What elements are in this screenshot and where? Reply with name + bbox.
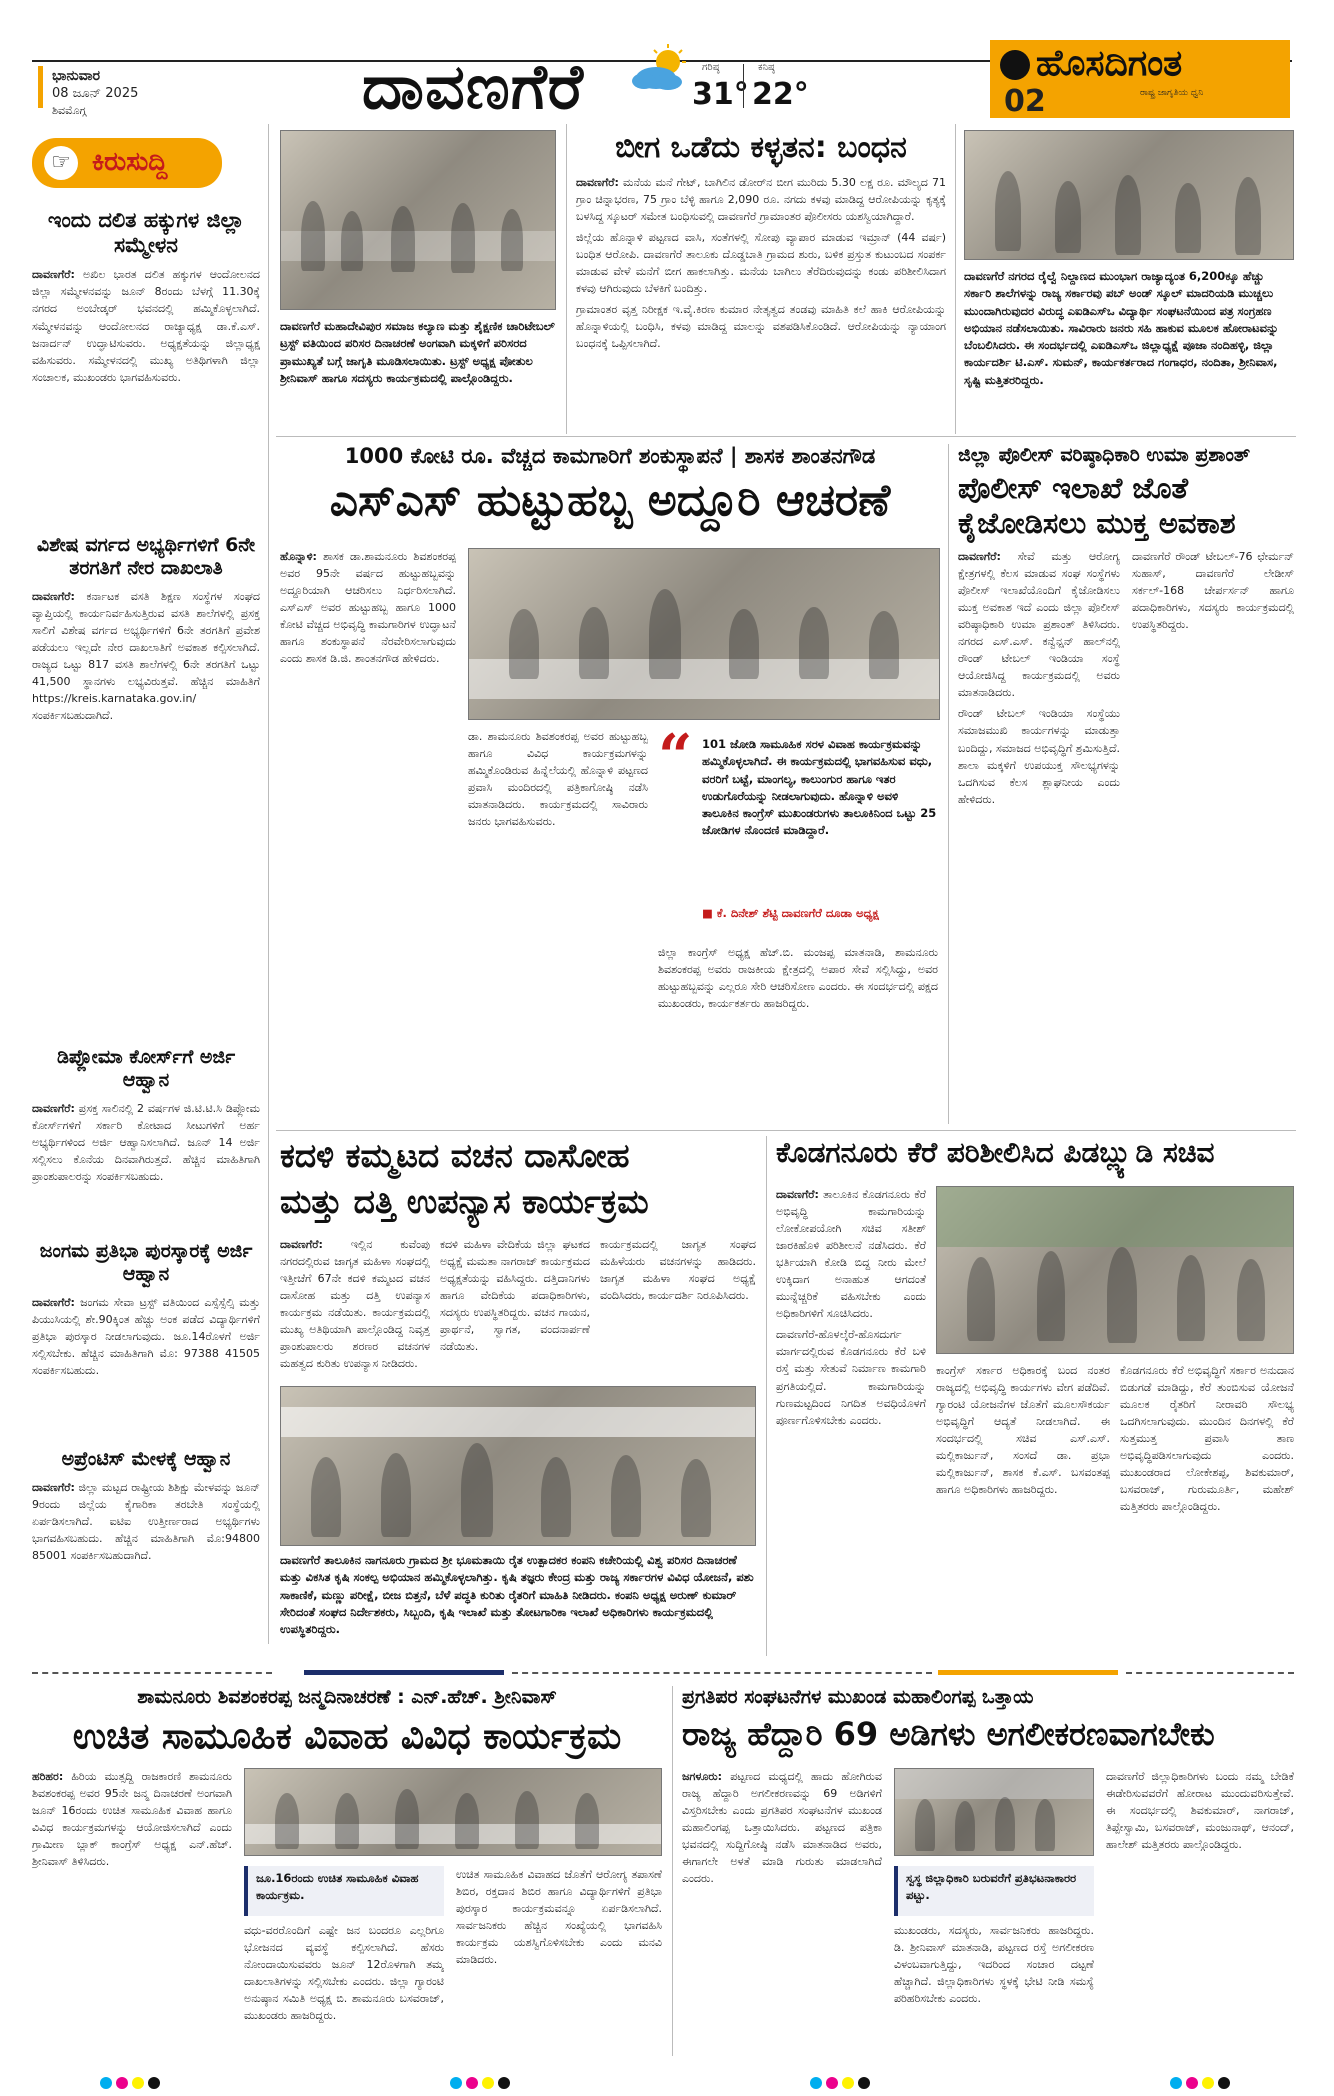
brief-body — [32, 1479, 260, 1629]
logo-emblem-icon — [1000, 50, 1030, 80]
highlight-text: ಜೂ.16ರಂದು ಉಚಿತ ಸಾಮೂಹಿಕ ವಿವಾಹ ಕಾರ್ಯಕ್ರಮ. — [256, 1871, 419, 1903]
article-dateline: ಹರಿಹರ: — [32, 1770, 64, 1783]
article-body-right — [1132, 548, 1294, 1118]
article-kodaganur — [776, 1136, 1294, 1656]
article-paragraph: ರೌಂಡ್ ಟೇಬಲ್ ಇಂಡಿಯಾ ಸಂಸ್ಥೆಯು ಸಮಾಜಮುಖಿ ಕಾರ್ಯಗಳನ್ನು ಮಾಡುತ್ತಾ ಬಂದಿದ್ದು, ಸಮಾಜದ ಅಭಿವೃದ್ಧಿಗೆ ಶ್ರಮಿಸುತ್ತಿದೆ. ಶಾಲಾ ಮಕ್ಕಳಿಗೆ ಉಪಯುಕ್ತ ಸೌಲಭ್ಯಗಳನ್ನು ಒದಗಿಸುವ ಕೆಲಸ ಶ್ಲಾಘನೀಯ ಎಂದು ಹೇಳಿದರು. — [958, 707, 1120, 806]
article-dateline: ಜಗಳೂರು: — [682, 1770, 723, 1783]
article-paragraph: ಜಿಲ್ಲೆಯ ಹೊನ್ನಾಳಿ ಪಟ್ಟಣದ ವಾಸಿ, ಸಂತೆಗಳಲ್ಲಿ ಸೋಪು ವ್ಯಾಪಾರ ಮಾಡುವ ಇಮ್ರಾನ್ (44 ವರ್ಷ) ಬಂಧಿತ ಆರೋಪಿ. ದಾವಣಗೆರೆ ತಾಲೂಕು ದೊಡ್ಡಬಾತಿ ಗ್ರಾಮದ ಶುರು, ಬಳಿಕ ಪ್ರಸ್ತುತ ಕುಟುಂಬದ ಸಂಪರ್ಕ ಮಾಡುವ ವೇಳೆ ಮನೆಗೆ ಬೀಗ ಹಾಕಲಾಗಿತ್ತು. ಮನೆಯ ಬಾಗಿಲು ತೆರೆದಿರುವುದನ್ನು ಕಂಡು ಪರಿಶೀಲಿಸಿದಾಗ ಕಳವು ಆಗಿರುವುದು ಬೆಳಕಿಗೆ ಬಂದಿತ್ತು. — [576, 231, 946, 296]
logo-tagline: ರಾಷ್ಟ್ರ ಜಾಗೃತಿಯ ಧ್ವನಿ — [1140, 88, 1204, 98]
article-paragraph: ದಾವಣಗೆರೆ ರೌಂಡ್ ಟೇಬಲ್-76 ಛೇರ್ಮನ್ ಸುಹಾಸ್, ದಾವಣಗೆರೆ ಲೇಡೀಸ್ ಸರ್ಕಲ್-168 ಚೇರ್ಪರ್ಸನ್ ಹಾಗೂ ಪದಾಧಿಕಾರಿಗಳು, ಸದಸ್ಯರು ಕಾರ್ಯಕ್ರಮದಲ್ಲಿ ಉಪಸ್ಥಿತರಿದ್ದರು. — [1132, 550, 1294, 632]
logo-text: ಹೊಸದಿಗಂತ — [1036, 42, 1183, 84]
brief-dateline: ದಾವಣಗೆರೆ: — [32, 1480, 75, 1494]
brief-headline: ವಿಶೇಷ ವರ್ಗದ ಅಭ್ಯರ್ಥಿಗಳಿಗೆ 6ನೇ ತರಗತಿಗೆ ನೇರ ದಾಖಲಾತಿ — [36, 534, 256, 579]
rule-below-ss — [276, 1130, 1296, 1131]
logo-box — [990, 40, 1290, 118]
article-kicker: 1000 ಕೋಟಿ ರೂ. ವೆಚ್ಚದ ಕಾಮಗಾರಿಗೆ ಶಂಕುಸ್ಥಾಪನೆ | ಶಾಸಕ ಶಾಂತನಗೌಡ — [344, 444, 876, 468]
article-body-right — [1106, 1768, 1294, 2050]
article-paragraph: ಉಚಿತ ಸಾಮೂಹಿಕ ವಿವಾಹದ ಜೊತೆಗೆ ಆರೋಗ್ಯ ತಪಾಸಣೆ ಶಿಬಿರ, ರಕ್ತದಾನ ಶಿಬಿರ ಹಾಗೂ ವಿದ್ಯಾರ್ಥಿಗಳಿಗೆ ಪ್ರತಿಭಾ ಪುರಸ್ಕಾರ ಕಾರ್ಯಕ್ರಮವನ್ನೂ ಏರ್ಪಡಿಸಲಾಗಿದೆ. ಸಾರ್ವಜನಿಕರು ಹೆಚ್ಚಿನ ಸಂಖ್ಯೆಯಲ್ಲಿ ಭಾಗವಹಿಸಿ ಕಾರ್ಯಕ್ರಮ ಯಶಸ್ವಿಗೊಳಿಸಬೇಕು ಎಂದು ಮನವಿ ಮಾಡಿದರು. — [456, 1868, 662, 1967]
article-headline: ಎಸ್‌ಎಸ್ ಹುಟ್ಟುಹಬ್ಬ ಅದ್ದೂರಿ ಆಚರಣೆ — [329, 475, 891, 527]
article-body-left — [958, 548, 1120, 1118]
brief-body — [32, 1294, 260, 1434]
photo-caption: ದಾವಣಗೆರೆ ನಗರದ ರೈಲ್ವೆ ನಿಲ್ದಾಣದ ಮುಂಭಾಗ ರಾಜ್ಯಾದ್ಯಂತ 6,200ಕ್ಕೂ ಹೆಚ್ಚು ಸರ್ಕಾರಿ ಶಾಲೆಗಳನ್ನು ರಾಜ್ಯ ಸರ್ಕಾರವು ಪಬ್ ಅಂಡ್ ಸ್ಕೂಲ್ ಮಾದರಿಯಡಿ ಮುಚ್ಚಲು ಮುಂದಾಗಿರುವುದರ ವಿರುದ್ಧ ಎಐಡಿಎಸ್ಒ ವಿದ್ಯಾರ್ಥಿ ಸಂಘಟನೆಯಿಂದ ಪತ್ರ ಸಂಗ್ರಹಣ ಅಭಿಯಾನ ನಡೆಸಲಾಯಿತು. ಸಾವಿರಾರು ಜನರು ಸಹಿ ಹಾಕುವ ಮೂಲಕ ಹೋರಾಟವನ್ನು ಬೆಂಬಲಿಸಿದರು. ಈ ಸಂದರ್ಭದಲ್ಲಿ ಎಐಡಿಎಸ್ಒ ಜಿಲ್ಲಾಧ್ಯಕ್ಷೆ ಪೂಜಾ ನಂದಿಹಳ್ಳಿ, ಜಿಲ್ಲಾ ಕಾರ್ಯದರ್ಶಿ ಟಿ.ಎಸ್. ಸುಮನ್, ಕಾರ್ಯಕರ್ತರಾದ ಗಂಗಾಧರ, ನಂದಿತಾ, ಶ್ರೀನಿವಾಸ, ಸೃಷ್ಟಿ ಮತ್ತಿತರರಿದ್ದರು. — [964, 269, 1279, 387]
article-paragraph: ಪಟ್ಟಣದ ಮಧ್ಯದಲ್ಲಿ ಹಾದು ಹೋಗಿರುವ ರಾಜ್ಯ ಹೆದ್ದಾರಿ ಅಗಲೀಕರಣವನ್ನು 69 ಅಡಿಗಳಿಗೆ ವಿಸ್ತರಿಸಬೇಕು ಎಂದು ಪ್ರಗತಿಪರ ಸಂಘಟನೆಗಳ ಮುಖಂಡ ಮಹಾಲಿಂಗಪ್ಪ ಒತ್ತಾಯಿಸಿದರು. ಪಟ್ಟಣದ ಪತ್ರಿಕಾ ಭವನದಲ್ಲಿ ಸುದ್ದಿಗೋಷ್ಠಿ ನಡೆಸಿ ಮಾತನಾಡಿದ ಅವರು, ಈಗಾಗಲೇ ಅಳತೆ ಮಾಡಿ ಗುರುತು ಮಾಡಲಾಗಿದೆ ಎಂದರು. — [682, 1770, 882, 1886]
article-body-right — [456, 1866, 662, 2050]
brief-headline: ಅಪ್ರೆಂಟಿಸ್ ಮೇಳಕ್ಕೆ ಆಹ್ವಾನ — [61, 1448, 231, 1470]
highlight-text: ಸ್ವಸ್ಥ ಜಿಲ್ಲಾಧಿಕಾರಿ ಬರುವರೆಗೆ ಪ್ರತಿಭಟನಾಕಾರರ ಪಟ್ಟು. — [906, 1871, 1077, 1903]
article-headline: ಕೊಡಗನೂರು ಕೆರೆ ಪರಿಶೀಲಿಸಿದ ಪಿಡಬ್ಲ್ಯುಡಿ ಸಚಿವ — [776, 1136, 1215, 1169]
photo-story-nagnur — [280, 1386, 756, 1656]
brief-item — [32, 1448, 260, 1629]
brief-dateline: ದಾವಣಗೆರೆ: — [32, 589, 75, 603]
article-body-mid — [468, 728, 648, 1118]
article-ss-birthday — [280, 444, 940, 1124]
article-headline: ರಾಜ್ಯ ಹೆದ್ದಾರಿ 69 ಅಡಿಗಳು ಅಗಲೀಕರಣವಾಗಬೇಕು — [682, 1714, 1215, 1753]
rule-kadali-kodaganur — [766, 1136, 767, 1656]
article-dateline: ಹೊನ್ನಾಳಿ: — [280, 550, 317, 563]
article-paragraph: ಕಾಂಗ್ರೆಸ್ ಸರ್ಕಾರ ಅಧಿಕಾರಕ್ಕೆ ಬಂದ ನಂತರ ರಾಜ್ಯದಲ್ಲಿ ಅಭಿವೃದ್ಧಿ ಕಾರ್ಯಗಳು ವೇಗ ಪಡೆದಿವೆ. ಗ್ಯಾರಂಟಿ ಯೋಜನೆಗಳ ಜೊತೆಗೆ ಮೂಲಸೌಕರ್ಯ ಅಭಿವೃದ್ಧಿಗೆ ಆದ್ಯತೆ ನೀಡಲಾಗಿದೆ. ಈ ಸಂದರ್ಭದಲ್ಲಿ ಸಚಿವ ಎಸ್.ಎಸ್. ಮಲ್ಲಿಕಾರ್ಜುನ್, ಸಂಸದೆ ಡಾ. ಪ್ರಭಾ ಮಲ್ಲಿಕಾರ್ಜುನ್, ಶಾಸಕ ಕೆ.ಎಸ್. ಬಸವಂತಪ್ಪ ಹಾಗೂ ಅಧಿಕಾರಿಗಳು ಹಾಜರಿದ್ದರು. — [936, 1364, 1110, 1497]
article-body-left — [776, 1186, 926, 1650]
article-paragraph: ಗ್ರಾಮಾಂತರ ವೃತ್ತ ನಿರೀಕ್ಷಕ ಇ.ವೈ.ಕಿರಣ ಕುಮಾರ ನೇತೃತ್ವದ ತಂಡವು ಮಾಹಿತಿ ಕಲೆ ಹಾಕಿ ಆರೋಪಿಯನ್ನು ಹೊನ್ನಾಳಿಯಲ್ಲಿ ಬಂಧಿಸಿ, ಕಳವು ಮಾಡಿದ್ದ ಮಾಲನ್ನು ವಶಪಡಿಸಿಕೊಂಡಿದೆ. ಆರೋಪಿಯನ್ನು ನ್ಯಾಯಾಂಗ ಬಂಧನಕ್ಕೆ ಒಪ್ಪಿಸಲಾಗಿದೆ. — [576, 303, 946, 351]
kiru-hand-icon: ☞ — [44, 146, 78, 180]
quote-mark-icon: “ — [658, 722, 693, 792]
article-theft-arrest — [576, 130, 946, 430]
article-paragraph: ಕೊಡಗನೂರು ಕೆರೆ ಅಭಿವೃದ್ಧಿಗೆ ಸರ್ಕಾರ ಅನುದಾನ ಬಿಡುಗಡೆ ಮಾಡಿದ್ದು, ಕೆರೆ ತುಂಬಿಸುವ ಯೋಜನೆ ಮೂಲಕ ರೈತರಿಗೆ ನೀರಾವರಿ ಸೌಲಭ್ಯ ಒದಗಿಸಲಾಗುವುದು. ಮುಂದಿನ ದಿನಗಳಲ್ಲಿ ಕೆರೆ ಸುತ್ತಮುತ್ತ ಪ್ರವಾಸಿ ತಾಣ ಅಭಿವೃದ್ಧಿಪಡಿಸಲಾಗುವುದು ಎಂದರು. ಮುಖಂಡರಾದ ಲೋಕೇಶಪ್ಪ, ಶಿವಕುಮಾರ್, ಬಸವರಾಜ್, ಗುರುಮೂರ್ತಿ, ಮಹೇಶ್ ಮತ್ತಿತರರು ಪಾಲ್ಗೊಂಡಿದ್ದರು. — [1120, 1364, 1294, 1514]
page-number: 02 — [1004, 84, 1046, 119]
masthead-date: 08 ಜೂನ್ 2025 — [52, 86, 139, 101]
quote-box — [658, 722, 938, 934]
article-body-left — [280, 548, 456, 848]
article-paragraph: ದಾವಣಗೆರೆ ಜಿಲ್ಲಾಧಿಕಾರಿಗಳು ಬಂದು ನಮ್ಮ ಬೇಡಿಕೆ ಈಡೇರಿಸುವವರೆಗೆ ಹೋರಾಟ ಮುಂದುವರಿಸುತ್ತೇವೆ. ಈ ಸಂದರ್ಭದಲ್ಲಿ ಶಿವಕುಮಾರ್, ನಾಗರಾಜ್, ತಿಪ್ಪೇಸ್ವಾಮಿ, ಬಸವರಾಜ್, ಮಂಜುನಾಥ್, ಆನಂದ್, ಹಾಲೇಶ್ ಮತ್ತಿತರರು ಪಾಲ್ಗೊಂಡಿದ್ದರು. — [1106, 1770, 1294, 1852]
weather-min-value: 22° — [752, 77, 809, 112]
brief-body — [32, 1100, 260, 1224]
section-divider — [32, 1670, 1294, 1676]
news-photo — [936, 1186, 1294, 1354]
brief-item — [32, 1240, 260, 1434]
article-dateline: ದಾವಣಗೆರೆ: — [958, 550, 1001, 563]
rule-top-mid — [566, 124, 567, 434]
article-paragraph: ತಾಲೂಕಿನ ಕೊಡಗನೂರು ಕೆರೆ ಅಭಿವೃದ್ಧಿ ಕಾಮಗಾರಿಯನ್ನು ಲೋಕೋಪಯೋಗಿ ಸಚಿವ ಸತೀಶ್ ಜಾರಕಿಹೊಳಿ ಪರಿಶೀಲನೆ ನಡೆಸಿದರು. ಕೆರೆ ಭರ್ತಿಯಾಗಿ ಕೋಡಿ ಬಿದ್ದ ನೀರು ಮೇಲೆ ಉಕ್ಕಿದಾಗ ಅನಾಹುತ ಆಗದಂತೆ ಮುನ್ನೆಚ್ಚರಿಕೆ ವಹಿಸಬೇಕು ಎಂದು ಅಧಿಕಾರಿಗಳಿಗೆ ಸೂಚಿಸಿದರು. — [776, 1188, 926, 1321]
quote-text: 101 ಜೋಡಿ ಸಾಮೂಹಿಕ ಸರಳ ವಿವಾಹ ಕಾರ್ಯಕ್ರಮವನ್ನು ಹಮ್ಮಿಕೊಳ್ಳಲಾಗಿದೆ. ಈ ಕಾರ್ಯಕ್ರಮದಲ್ಲಿ ಭಾಗವಹಿಸುವ ವಧು, ವರರಿಗೆ ಬಟ್ಟೆ, ಮಾಂಗಲ್ಯ, ಕಾಲುಂಗುರ ಹಾಗೂ ಇತರ ಉಡುಗೊರೆಯನ್ನು ನೀಡಲಾಗುವುದು. ಹೊನ್ನಾಳಿ ಅವಳಿ ತಾಲೂಕಿನ ಕಾಂಗ್ರೆಸ್ ಮುಖಂಡರುಗಳು ತಾಲೂಕಿನಿಂದ ಒಟ್ಟು 25 ಜೋಡಿಗಳ ನೊಂದಣಿ ಮಾಡಿದ್ದಾರೆ. — [702, 737, 937, 838]
article-headline: ಪೊಲೀಸ್ ಇಲಾಖೆ ಜೊತೆ ಕೈಜೋಡಿಸಲು ಮುಕ್ತ ಅವಕಾಶ — [958, 470, 1236, 540]
article-headline: ಬೀಗ ಒಡೆದು ಕಳ್ಳತನ: ಬಂಧನ — [615, 130, 907, 165]
article-paragraph: ಡಾ. ಶಾಮನೂರು ಶಿವಶಂಕರಪ್ಪ ಅವರ ಹುಟ್ಟುಹಬ್ಬ ಹಾಗೂ ವಿವಿಧ ಕಾರ್ಯಕ್ರಮಗಳನ್ನು ಹಮ್ಮಿಕೊಂಡಿರುವ ಹಿನ್ನೆಲೆಯಲ್ಲಿ ಹೊನ್ನಾಳಿ ಪಟ್ಟಣದ ಪ್ರವಾಸಿ ಮಂದಿರದಲ್ಲಿ ಪತ್ರಿಕಾಗೋಷ್ಠಿ ನಡೆಸಿ ಮಾತನಾಡಿದರು. ಕಾರ್ಯಕ್ರಮದಲ್ಲಿ ಸಾವಿರಾರು ಜನರು ಭಾಗವಹಿಸುವರು. — [468, 730, 648, 829]
article-paragraph: ಹಿರಿಯ ಮುತ್ಸದ್ದಿ ರಾಜಕಾರಣಿ ಶಾಮನೂರು ಶಿವಶಂಕರಪ್ಪ ಅವರ 95ನೇ ಜನ್ಮ ದಿನಾಚರಣೆ ಅಂಗವಾಗಿ ಜೂನ್ 16ರಂದು ಉಚಿತ ಸಾಮೂಹಿಕ ವಿವಾಹ ಹಾಗೂ ವಿವಿಧ ಕಾರ್ಯಕ್ರಮಗಳನ್ನು ಆಯೋಜಿಸಲಾಗಿದೆ ಎಂದು ಗ್ರಾಮೀಣ ಬ್ಲಾಕ್ ಕಾಂಗ್ರೆಸ್ ಅಧ್ಯಕ್ಷ ಎನ್.ಹೆಚ್. ಶ್ರೀನಿವಾಸ್ ತಿಳಿಸಿದರು. — [32, 1770, 232, 1869]
brief-item — [32, 1046, 260, 1224]
article-body-right — [1120, 1362, 1294, 1650]
article-kicker: ಜಿಲ್ಲಾ ಪೊಲೀಸ್ ವರಿಷ್ಠಾಧಿಕಾರಿ ಉಮಾ ಪ್ರಶಾಂತ್ — [958, 444, 1251, 466]
brief-text: ಜಿಲ್ಲಾ ಮಟ್ಟದ ರಾಷ್ಟ್ರೀಯ ಶಿಶಿಕ್ಷು ಮೇಳವನ್ನು ಜೂನ್ 9ರಂದು ಜಿಲ್ಲೆಯ ಕೈಗಾರಿಕಾ ತರಬೇತಿ ಸಂಸ್ಥೆಯಲ್ಲಿ ಏರ್ಪಡಿಸಲಾಗಿದೆ. ಐಟಿಐ ಉತ್ತೀರ್ಣರಾದ ಅಭ್ಯರ್ಥಿಗಳು ಭಾಗವಹಿಸಬಹುದು. ಹೆಚ್ಚಿನ ಮಾಹಿತಿಗಾಗಿ ಮೊ:94800 85001 ಸಂಪರ್ಕಿಸಬಹುದಾಗಿದೆ. — [32, 1480, 260, 1562]
news-photo — [468, 548, 940, 720]
print-registration-marks — [810, 2074, 874, 2093]
article-highway — [682, 1686, 1294, 2056]
article-paragraph: ಜಿಲ್ಲಾ ಕಾಂಗ್ರೆಸ್ ಅಧ್ಯಕ್ಷ ಹೆಚ್.ಬಿ. ಮಂಜಪ್ಪ ಮಾತನಾಡಿ, ಶಾಮನೂರು ಶಿವಶಂಕರಪ್ಪ ಅವರು ರಾಜಕೀಯ ಕ್ಷೇತ್ರದಲ್ಲಿ ಅಪಾರ ಸೇವೆ ಸಲ್ಲಿಸಿದ್ದು, ಅವರ ಹುಟ್ಟುಹಬ್ಬವನ್ನು ಎಲ್ಲರೂ ಸೇರಿ ಆಚರಿಸೋಣ ಎಂದರು. ಈ ಸಂದರ್ಭದಲ್ಲಿ ಪಕ್ಷದ ಮುಖಂಡರು, ಕಾರ್ಯಕರ್ತರು ಹಾಜರಿದ್ದರು. — [658, 946, 938, 1011]
weather-divider — [743, 64, 744, 108]
news-photo — [280, 1386, 756, 1546]
article-paragraph: ಇಲ್ಲಿನ ಕುವೆಂಪು ನಗರದಲ್ಲಿರುವ ಜಾಗೃತ ಮಹಿಳಾ ಸಂಘದಲ್ಲಿ ಇತ್ತೀಚೆಗೆ 67ನೇ ಕದಳಿ ಕಮ್ಮಟದ ವಚನ ದಾಸೋಹ ಮತ್ತು ದತ್ತಿ ಉಪನ್ಯಾಸ ಕಾರ್ಯಕ್ರಮ ನಡೆಯಿತು. ಕಾರ್ಯಕ್ರಮದಲ್ಲಿ ಮುಖ್ಯ ಅತಿಥಿಯಾಗಿ ಪಾಲ್ಗೊಂಡಿದ್ದ ನಿವೃತ್ತ ಪ್ರಾಂಶುಪಾಲರು ಶರಣರ ವಚನಗಳ ಮಹತ್ವದ ಕುರಿತು ಉಪನ್ಯಾಸ ನೀಡಿದರು. — [280, 1238, 430, 1371]
rule-top-right — [955, 124, 956, 434]
news-photo — [280, 130, 556, 310]
print-registration-marks — [450, 2074, 514, 2093]
news-photo — [964, 130, 1294, 260]
photo-caption: ದಾವಣಗೆರೆ ತಾಲೂಕಿನ ನಾಗನೂರು ಗ್ರಾಮದ ಶ್ರೀ ಭೂಮತಾಯಿ ರೈತ ಉತ್ಪಾದಕರ ಕಂಪನಿ ಕಚೇರಿಯಲ್ಲಿ ವಿಶ್ವ ಪರಿಸರ ದಿನಾಚರಣೆ ಮತ್ತು ವಿಕಸಿತ ಕೃಷಿ ಸಂಕಲ್ಪ ಅಭಿಯಾನ ಹಮ್ಮಿಕೊಳ್ಳಲಾಗಿತ್ತು. ಕೃಷಿ ತಜ್ಞರು ಕೇಂದ್ರ ಮತ್ತು ರಾಜ್ಯ ಸರ್ಕಾರಗಳ ವಿವಿಧ ಯೋಜನೆ, ಪಶು ಸಾಕಾಣಿಕೆ, ಮಣ್ಣು ಪರೀಕ್ಷೆ, ಬೀಜ ಬಿತ್ತನೆ, ಬೆಳೆ ಪದ್ಧತಿ ಕುರಿತು ರೈತರಿಗೆ ಮಾಹಿತಿ ನೀಡಿದರು. ಕಂಪನಿ ಅಧ್ಯಕ್ಷ ಅರುಣ್ ಕುಮಾರ್ ಸೇರಿದಂತೆ ಸಂಘದ ನಿರ್ದೇಶಕರು, ಸಿಬ್ಬಂದಿ, ಕೃಷಿ ಇಲಾಖೆ ಮತ್ತು ತೋಟಗಾರಿಕಾ ಇಲಾಖೆ ಅಧಿಕಾರಿಗಳು ಕಾರ್ಯಕ್ರಮದಲ್ಲಿ ಉಪಸ್ಥಿತರಿದ್ದರು. — [280, 1553, 754, 1636]
rule-below-top — [276, 436, 1296, 437]
article-kicker: ಪ್ರಗತಿಪರ ಸಂಘಟನೆಗಳ ಮುಖಂಡ ಮಹಾಲಿಂಗಪ್ಪ ಒತ್ತಾಯ — [682, 1686, 1034, 1708]
brief-text: ಕರ್ನಾಟಕ ವಸತಿ ಶಿಕ್ಷಣ ಸಂಸ್ಥೆಗಳ ಸಂಘದ ವ್ಯಾಪ್ತಿಯಲ್ಲಿ ಕಾರ್ಯನಿರ್ವಹಿಸುತ್ತಿರುವ ವಸತಿ ಶಾಲೆಗಳಲ್ಲಿ ಪ್ರಸಕ್ತ ಸಾಲಿಗೆ ವಿಶೇಷ ವರ್ಗದ ಅಭ್ಯರ್ಥಿಗಳಿಗೆ 6ನೇ ತರಗತಿಗೆ ಪ್ರವೇಶ ಪಡೆಯಲು ಇಲ್ಲದೇ ನೇರ ದಾಖಲಾತಿಗೆ ಅವಕಾಶ ಕಲ್ಪಿಸಲಾಗಿದೆ. ರಾಜ್ಯದ ಒಟ್ಟು 817 ವಸತಿ ಶಾಲೆಗಳಲ್ಲಿ 6ನೇ ತರಗತಿಗೆ ಒಟ್ಟು 41,500 ಸ್ಥಾನಗಳು ಲಭ್ಯವಿರುತ್ತವೆ. ಹೆಚ್ಚಿನ ಮಾಹಿತಿಗೆ https://kreis.karnataka.gov.in/ ಸಂಪರ್ಕಿಸಬಹುದಾಗಿದೆ. — [32, 589, 260, 722]
masthead-left-bar — [38, 66, 43, 108]
article-paragraph: ಕದಳಿ ಮಹಿಳಾ ವೇದಿಕೆಯ ಜಿಲ್ಲಾ ಘಟಕದ ಅಧ್ಯಕ್ಷೆ ಮಮತಾ ನಾಗರಾಜ್ ಕಾರ್ಯಕ್ರಮದ ಅಧ್ಯಕ್ಷತೆಯನ್ನು ವಹಿಸಿದ್ದರು. ದತ್ತಿದಾನಿಗಳು ಹಾಗೂ ವೇದಿಕೆಯ ಪದಾಧಿಕಾರಿಗಳು, ಸದಸ್ಯರು ಉಪಸ್ಥಿತರಿದ್ದರು. ವಚನ ಗಾಯನ, ಪ್ರಾರ್ಥನೆ, ಸ್ವಾಗತ, ವಂದನಾರ್ಪಣೆ ನಡೆಯಿತು. — [440, 1238, 590, 1354]
article-dateline: ದಾವಣಗೆರೆ: — [776, 1188, 819, 1201]
article-paragraph: ಶಾಸಕ ಡಾ.ಶಾಮನೂರು ಶಿವಶಂಕರಪ್ಪ ಅವರ 95ನೇ ವರ್ಷದ ಹುಟ್ಟುಹಬ್ಬವನ್ನು ಅದ್ದೂರಿಯಾಗಿ ಆಚರಿಸಲು ನಿರ್ಧರಿಸಲಾಗಿದೆ. ಎಸ್‌ಎಸ್ ಅವರ ಹುಟ್ಟುಹಬ್ಬ ಹಾಗೂ 1000 ಕೋಟಿ ವೆಚ್ಚದ ಅಭಿವೃದ್ಧಿ ಕಾಮಗಾರಿಗಳ ಉದ್ಘಾಟನೆ ಹಾಗೂ ಶಂಕುಸ್ಥಾಪನೆ ನೆರವೇರಿಸಲಾಗುವುದು ಎಂದು ಶಾಸಕ ಡಿ.ಜಿ. ಶಾಂತನಗೌಡ ಹೇಳಿದರು. — [280, 550, 456, 666]
kiru-suddi-column — [32, 130, 260, 1650]
article-headline-line1: ಕದಳಿ ಕಮ್ಮಟದ ವಚನ ದಾಸೋಹ — [280, 1136, 630, 1175]
brief-text: ಪ್ರಸಕ್ತ ಸಾಲಿನಲ್ಲಿ 2 ವರ್ಷಗಳ ಜಿ.ಟಿ.ಟಿ.ಸಿ ಡಿಪ್ಲೋಮ ಕೋರ್ಸ್‌ಗಳಿಗೆ ಸರ್ಕಾರಿ ಕೋಟಾದ ಸೀಟುಗಳಿಗೆ ಅರ್ಹ ಅಭ್ಯರ್ಥಿಗಳಿಂದ ಅರ್ಜಿ ಆಹ್ವಾನಿಸಲಾಗಿದೆ. ಜೂನ್ 14 ಅರ್ಜಿ ಸಲ್ಲಿಸಲು ಕೊನೆಯ ದಿನವಾಗಿರುತ್ತದೆ. ಹೆಚ್ಚಿನ ಮಾಹಿತಿಗಾಗಿ ಪ್ರಾಂಶುಪಾಲರನ್ನು ಸಂಪರ್ಕಿಸಬಹುದು. — [32, 1101, 260, 1183]
photo-story-environment — [280, 130, 556, 430]
article-body-mid — [894, 1922, 1094, 2050]
brief-body — [32, 266, 260, 452]
photo-story-aidso — [964, 130, 1294, 430]
article-body-mid — [936, 1362, 1110, 1650]
article-mass-wedding — [32, 1686, 662, 2056]
brief-dateline: ದಾವಣಗೆರೆ: — [32, 1295, 75, 1309]
article-body-right — [658, 944, 938, 1114]
print-registration-marks — [1170, 2074, 1234, 2093]
rule-bottom-mid — [672, 1686, 673, 2056]
quote-attribution: ■ ಕೆ. ದಿನೇಶ್ ಶೆಟ್ಟಿ ದಾವಣಗೆರೆ ದೂಡಾ ಅಧ್ಯಕ್ಷ — [702, 906, 879, 920]
masthead-city: ಶಿವಮೊಗ್ಗ — [52, 104, 87, 117]
article-paragraph: ವಧು-ವರರೊಂದಿಗೆ ಎಷ್ಟೇ ಜನ ಬಂದರೂ ಎಲ್ಲರಿಗೂ ಭೋಜನದ ವ್ಯವಸ್ಥೆ ಕಲ್ಪಿಸಲಾಗಿದೆ. ಹೆಸರು ನೋಂದಾಯಿಸುವವರು ಜೂನ್ 12ರೊಳಗಾಗಿ ತಮ್ಮ ದಾಖಲಾತಿಗಳನ್ನು ಸಲ್ಲಿಸಬೇಕು ಎಂದರು. ಜಿಲ್ಲಾ ಗ್ಯಾರಂಟಿ ಅನುಷ್ಠಾನ ಸಮಿತಿ ಅಧ್ಯಕ್ಷ ಬಿ. ಶಾಮನೂರು ಬಸವರಾಜ್, ಮುಖಂಡರು ಹಾಜರಿದ್ದರು. — [244, 1924, 444, 2023]
weather-max-value: 31° — [692, 77, 749, 112]
news-photo — [894, 1768, 1094, 1856]
article-headline-line2: ಮತ್ತು ದತ್ತಿ ಉಪನ್ಯಾಸ ಕಾರ್ಯಕ್ರಮ — [280, 1181, 649, 1221]
article-dateline: ದಾವಣಗೆರೆ: — [280, 1238, 323, 1251]
print-registration-marks — [100, 2074, 164, 2093]
brief-item — [32, 534, 260, 996]
brief-headline: ಇಂದು ದಲಿತ ಹಕ್ಕುಗಳ ಜಿಲ್ಲಾ ಸಮ್ಮೇಳನ — [47, 208, 245, 258]
photo-caption: ದಾವಣಗೆರೆ ಮಹಾದೇವಿಪುರ ಸಮಾಜ ಕಲ್ಯಾಣ ಮತ್ತು ಶೈಕ್ಷಣಿಕ ಚಾರಿಟೇಬಲ್ ಟ್ರಸ್ಟ್ ವತಿಯಿಂದ ಪರಿಸರ ದಿನಾಚರಣೆ ಅಂಗವಾಗಿ ಮಕ್ಕಳಿಗೆ ಪರಿಸರದ ಪ್ರಾಮುಖ್ಯತೆ ಬಗ್ಗೆ ಜಾಗೃತಿ ಮೂಡಿಸಲಾಯಿತು. ಟ್ರಸ್ಟ್ ಅಧ್ಯಕ್ಷ ಪೋತುಲ ಶ್ರೀನಿವಾಸ್ ಹಾಗೂ ಸದಸ್ಯರು ಕಾರ್ಯಕ್ರಮದಲ್ಲಿ ಪಾಲ್ಗೊಂಡಿದ್ದರು. — [280, 319, 555, 385]
article-police — [958, 444, 1294, 1124]
weather-icon — [630, 44, 690, 94]
brief-item — [32, 208, 260, 452]
brief-dateline: ದಾವಣಗೆರೆ: — [32, 1101, 75, 1115]
brief-headline: ಡಿಪ್ಲೋಮಾ ಕೋರ್ಸ್‌ಗೆ ಅರ್ಜಿ ಆಹ್ವಾನ — [56, 1046, 236, 1091]
masthead-day: ಭಾನುವಾರ — [52, 68, 101, 84]
article-paragraph: ಕಾರ್ಯಕ್ರಮದಲ್ಲಿ ಜಾಗೃತ ಸಂಘದ ಮಹಿಳೆಯರು ವಚನಗಳನ್ನು ಹಾಡಿದರು. ಜಾಗೃತ ಮಹಿಳಾ ಸಂಘದ ಅಧ್ಯಕ್ಷೆ ವಂದಿಸಿದರು, ಕಾರ್ಯದರ್ಶಿ ನಿರೂಪಿಸಿದರು. — [600, 1238, 756, 1303]
brief-text: ಅಖಿಲ ಭಾರತ ದಲಿತ ಹಕ್ಕುಗಳ ಆಂದೋಲನದ ಜಿಲ್ಲಾ ಸಮ್ಮೇಳನವನ್ನು ಜೂನ್ 8ರಂದು ಬೆಳಗ್ಗೆ 11.30ಕ್ಕೆ ನಗರದ ಅಂಬೇಡ್ಕರ್ ಭವನದಲ್ಲಿ ಹಮ್ಮಿಕೊಳ್ಳಲಾಗಿದೆ. ಸಮ್ಮೇಳನವನ್ನು ಆಂದೋಲನದ ರಾಜ್ಯಾಧ್ಯಕ್ಷ ಡಾ.ಕೆ.ಎಸ್. ಜನಾರ್ದನ್ ಉದ್ಘಾಟಿಸುವರು. ಅಧ್ಯಕ್ಷತೆಯನ್ನು ಜಿಲ್ಲಾಧ್ಯಕ್ಷ ವಹಿಸುವರು. ಸಮ್ಮೇಳನದಲ್ಲಿ ಮುಖ್ಯ ಅತಿಥಿಗಳಾಗಿ ಜಿಲ್ಲಾ ಸಂಚಾಲಕ, ಮುಖಂಡರು ಭಾಗವಹಿಸುವರು. — [32, 268, 260, 384]
masthead-title: ದಾವಣಗೆರೆ — [362, 50, 585, 123]
weather-max-label: ಗರಿಷ್ಠ — [702, 62, 720, 73]
article-paragraph: ಮುಖಂಡರು, ಸದಸ್ಯರು, ಸಾರ್ವಜನಿಕರು ಹಾಜರಿದ್ದರು. ಡಿ. ಶ್ರೀನಿವಾಸ್ ಮಾತನಾಡಿ, ಪಟ್ಟಣದ ರಸ್ತೆ ಅಗಲೀಕರಣ ವಿಳಂಬವಾಗುತ್ತಿದ್ದು, ಇದರಿಂದ ಸಂಚಾರ ದಟ್ಟಣೆ ಹೆಚ್ಚಾಗಿದೆ. ಜಿಲ್ಲಾಧಿಕಾರಿಗಳು ಸ್ಥಳಕ್ಕೆ ಭೇಟಿ ನೀಡಿ ಸಮಸ್ಯೆ ಪರಿಹರಿಸಬೇಕು ಎಂದರು. — [894, 1924, 1094, 2006]
article-paragraph: ಮನೆಯ ಮನೆ ಗೇಟ್, ಬಾಗಿಲಿನ ಡೋರ್‌ನ ಬೀಗ ಮುರಿದು 5.30 ಲಕ್ಷ ರೂ. ಮೌಲ್ಯದ 71 ಗ್ರಾಂ ಚಿನ್ನಾಭರಣ, 75 ಗ್ರಾಂ ಬೆಳ್ಳಿ ಹಾಗೂ 2,090 ರೂ. ನಗದು ಕಳವು ಮಾಡಿದ್ದ ಆರೋಪಿಯನ್ನು ಕೃತ್ಯಕ್ಕೆ ಬಳಸಿದ್ದ ಸ್ಕೂಟರ್ ಸಮೇತ ಬಂಧಿಸುವಲ್ಲಿ ದಾವಣಗೆರೆ ಗ್ರಾಮಾಂತರ ಪೊಲೀಸರು ಯಶಸ್ವಿಯಾಗಿದ್ದಾರೆ. — [576, 176, 946, 224]
article-body-mid — [244, 1922, 444, 2050]
highlight-box — [244, 1866, 444, 1916]
brief-dateline: ದಾವಣಗೆರೆ: — [32, 268, 75, 282]
kiru-suddi-label: ಕಿರುಸುದ್ದಿ — [92, 147, 168, 177]
article-dateline: ದಾವಣಗೆರೆ: — [576, 176, 619, 189]
article-headline: ಉಚಿತ ಸಾಮೂಹಿಕ ವಿವಾಹ ವಿವಿಧ ಕಾರ್ಯಕ್ರಮ — [72, 1715, 622, 1757]
brief-text: ಜಂಗಮ ಸೇವಾ ಟ್ರಸ್ಟ್ ವತಿಯಿಂದ ಎಸ್ಸೆಸ್ಸೆಲ್ಸಿ ಮತ್ತು ಪಿಯುಸಿಯಲ್ಲಿ ಶೇ.90ಕ್ಕಿಂತ ಹೆಚ್ಚು ಅಂಕ ಪಡೆದ ವಿದ್ಯಾರ್ಥಿಗಳಿಗೆ ಪ್ರತಿಭಾ ಪುರಸ್ಕಾರ ನೀಡಲಾಗುವುದು. ಜೂ.14ರೊಳಗೆ ಅರ್ಜಿ ಸಲ್ಲಿಸಬೇಕು. ಹೆಚ್ಚಿನ ಮಾಹಿತಿಗಾಗಿ ಮೊ: 97388 41505 ಸಂಪರ್ಕಿಸಬಹುದು. — [32, 1295, 260, 1377]
masthead — [0, 0, 1334, 123]
news-photo — [244, 1768, 662, 1856]
weather-min-label: ಕನಿಷ್ಠ — [758, 62, 775, 73]
article-body-left — [32, 1768, 232, 2050]
kiru-suddi-badge — [32, 138, 222, 188]
article-paragraph: ಸೇವೆ ಮತ್ತು ಆರೋಗ್ಯ ಕ್ಷೇತ್ರಗಳಲ್ಲಿ ಕೆಲಸ ಮಾಡುವ ಸಂಘ ಸಂಸ್ಥೆಗಳು ಪೊಲೀಸ್ ಇಲಾಖೆಯೊಂದಿಗೆ ಕೈಜೋಡಿಸಲು ಮುಕ್ತ ಅವಕಾಶ ಇದೆ ಎಂದು ಜಿಲ್ಲಾ ಪೊಲೀಸ್ ವರಿಷ್ಠಾಧಿಕಾರಿ ಉಮಾ ಪ್ರಶಾಂತ್ ತಿಳಿಸಿದರು. ನಗರದ ಎಸ್.ಎಸ್. ಕನ್ವೆನ್ಷನ್ ಹಾಲ್‌ನಲ್ಲಿ ರೌಂಡ್ ಟೇಬಲ್ ಇಂಡಿಯಾ ಸಂಸ್ಥೆ ಆಯೋಜಿಸಿದ್ದ ಕಾರ್ಯಕ್ರಮದಲ್ಲಿ ಅವರು ಮಾತನಾಡಿದರು. — [958, 550, 1120, 700]
article-body-left — [682, 1768, 882, 2050]
article-kicker: ಶಾಮನೂರು ಶಿವಶಂಕರಪ್ಪ ಜನ್ಮದಿನಾಚರಣೆ : ಎನ್.ಹೆಚ್. ಶ್ರೀನಿವಾಸ್ — [137, 1686, 557, 1708]
highlight-box — [894, 1866, 1094, 1916]
rule-ss-police — [948, 444, 949, 1124]
article-paragraph: ದಾವಣಗೆರೆ-ಹೊಳಲ್ಕೆರೆ-ಹೊಸದುರ್ಗ ಮಾರ್ಗದಲ್ಲಿರುವ ಕೊಡಗನೂರು ಕೆರೆ ಬಳಿ ರಸ್ತೆ ಮತ್ತು ಸೇತುವೆ ನಿರ್ಮಾಣ ಕಾಮಗಾರಿ ಪ್ರಗತಿಯಲ್ಲಿದೆ. ಕಾಮಗಾರಿಯನ್ನು ಗುಣಮಟ್ಟದಿಂದ ನಿಗದಿತ ಅವಧಿಯೊಳಗೆ ಪೂರ್ಣಗೊಳಿಸಬೇಕು ಎಂದರು. — [776, 1328, 926, 1427]
brief-headline: ಜಂಗಮ ಪ್ರತಿಭಾ ಪುರಸ್ಕಾರಕ್ಕೆ ಅರ್ಜಿ ಆಹ್ವಾನ — [39, 1240, 253, 1285]
rule-left-col — [268, 124, 269, 1644]
brief-body — [32, 588, 260, 996]
article-body — [576, 174, 946, 424]
